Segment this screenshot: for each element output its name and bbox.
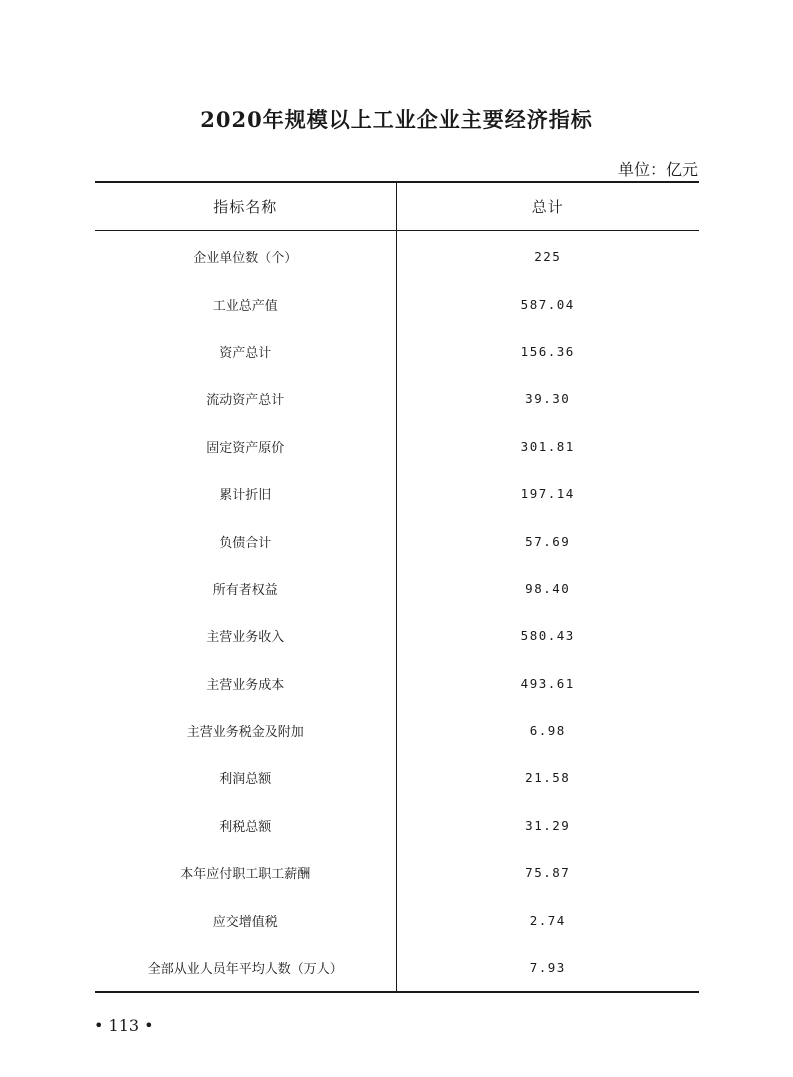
unit-label: 单位：亿元 [617, 160, 698, 179]
table-row [95, 565, 699, 612]
table-row [95, 423, 699, 470]
row-value: 6.98 [529, 723, 566, 739]
header-indicator-name: 指标名称 [95, 183, 396, 231]
row-value: 580.43 [520, 628, 575, 644]
row-value: 57.69 [525, 533, 571, 549]
table-row [95, 849, 699, 896]
page-title: 2020年规模以上工业企业主要经济指标 [200, 107, 593, 132]
row-label: 负债合计 [95, 517, 396, 564]
table-row [95, 612, 699, 659]
row-value: 225 [534, 249, 562, 265]
row-value: 301.81 [520, 438, 575, 454]
row-label: 流动资产总计 [95, 375, 396, 422]
row-label: 主营业务成本 [95, 660, 396, 707]
table-row [95, 470, 699, 517]
row-value: 7.93 [529, 960, 566, 976]
table-row [95, 280, 699, 327]
page-number: • 113 • [94, 1016, 154, 1035]
indicator-table [95, 181, 699, 993]
header-total: 总计 [396, 183, 699, 231]
table-row [95, 328, 699, 375]
row-label: 全部从业人员年平均人数（万人） [95, 944, 396, 991]
row-label: 主营业务税金及附加 [95, 707, 396, 754]
table-row [95, 802, 699, 849]
row-label: 固定资产原价 [95, 423, 396, 470]
table-row [95, 944, 699, 991]
row-label: 应交增值税 [95, 896, 396, 943]
row-label: 累计折旧 [95, 470, 396, 517]
table-row [95, 707, 699, 754]
row-value: 587.04 [520, 296, 575, 312]
row-value: 75.87 [525, 865, 571, 881]
row-label: 资产总计 [95, 328, 396, 375]
table-row [95, 660, 699, 707]
row-label: 本年应付职工职工薪酬 [95, 849, 396, 896]
table-row [95, 231, 699, 281]
row-value: 197.14 [520, 486, 575, 502]
row-value: 156.36 [520, 343, 575, 359]
row-label: 利税总额 [95, 802, 396, 849]
table-header-row [95, 183, 699, 231]
row-value: 31.29 [525, 817, 571, 833]
row-label: 所有者权益 [95, 565, 396, 612]
row-value: 2.74 [529, 912, 566, 928]
table-row [95, 517, 699, 564]
row-label: 工业总产值 [95, 280, 396, 327]
table-row [95, 896, 699, 943]
row-value: 98.40 [525, 580, 571, 596]
row-value: 493.61 [520, 675, 575, 691]
row-label: 企业单位数（个） [95, 231, 396, 281]
row-label: 利润总额 [95, 754, 396, 801]
row-value: 21.58 [525, 770, 571, 786]
table-row [95, 375, 699, 422]
row-value: 39.30 [525, 391, 571, 407]
table-row [95, 754, 699, 801]
row-label: 主营业务收入 [95, 612, 396, 659]
